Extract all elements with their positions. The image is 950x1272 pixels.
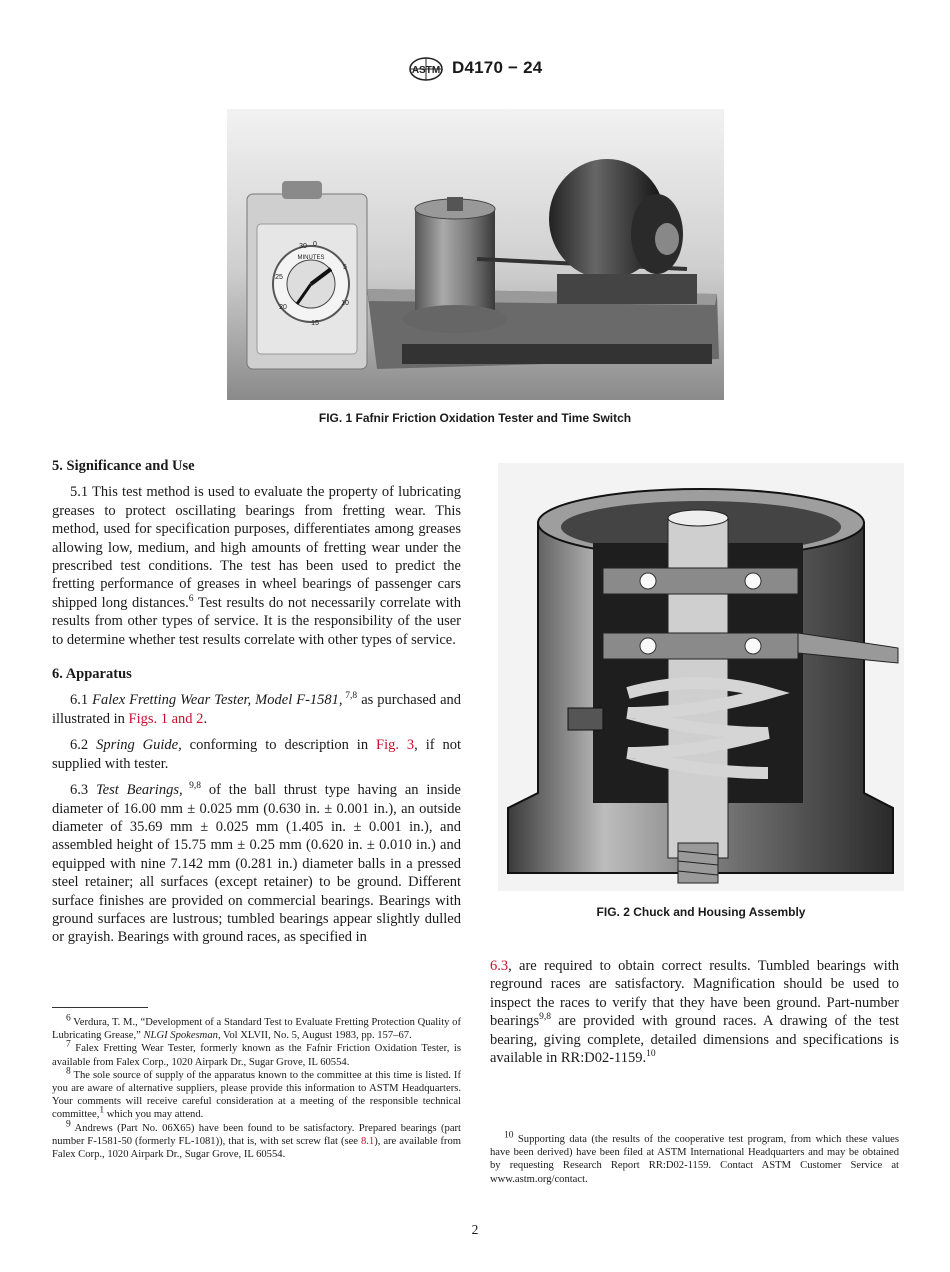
right-column-continuation <box>490 957 899 1067</box>
paragraph-6-3: 6.3 Test Bearings, $^{9,8}$ of the ball thrust type having an inside diameter of 16.00 mm ± 0.025 mm (0.630 in. ± 0.001 in.), an outside diameter of 35.69 mm ± 0.025 mm (1.405 in. ± 0.001 in.), and assembled height of 15.75 mm ± 0.25 mm (0.620 in. ± 0.010 in.) and equipped with nine 7.142 mm (0.281 in.) diameter balls in a pressed steel retainer; all surfaces (except retainer) to be ground. Different surface finishes are provided on commercial bearings. Bearings with ground surfaces are lustrous; tumbled bearings appear slightly dulled or grayish. Bearings with ground races, as specified in <box>52 781 461 946</box>
paragraph-6-1: 6.1 Falex Fretting Wear Tester, Model F-1581, $^{7,8}$ as purchased and illustrated in Figs. 1 and 2. <box>52 691 462 727</box>
svg-text:ASTM: ASTM <box>411 65 441 76</box>
svg-text:20: 20 <box>279 304 287 311</box>
svg-text:10: 10 <box>341 300 349 307</box>
document-designation: D4170 − 24 <box>452 58 543 77</box>
figure-2-caption: FIG. 2 Chuck and Housing Assembly <box>596 905 806 919</box>
figs-1-2-link[interactable]: Figs. 1 and 2 <box>128 710 204 727</box>
svg-text:30: 30 <box>299 243 307 250</box>
footnote-6: $^6$ Verdura, T. M., “Development of a Standard Test to Evaluate Fretting Protection Quality of Lubricating Grease,” NLGI Spokesman, Vol XLVII, No. 5, August 1983, pp. 157–67. <box>52 1013 461 1042</box>
left-column <box>52 457 461 947</box>
figure-2-photo <box>498 463 904 891</box>
paragraph-5-1: 5.1 This test method is used to evaluate the property of lubricating greases to protect oscillating bearings from fretting wear. This method, used for specification purposes, differentiates among greases allowing low, medium, and high amounts of fretting wear under the prescribed test conditions. The test has been used to predict the fretting performance of greases in wheel bearings of passenger cars shipped long distances.$^6$ Test results do not necessarily correlate with results from other types of service. It is the responsibility of the user to determine whether test results correlate with other types of service. <box>52 484 461 648</box>
section-6-heading: 6. Apparatus <box>52 666 132 683</box>
svg-text:0: 0 <box>313 241 317 248</box>
footnote-10: $^{10}$ Supporting data (the results of the cooperative test program, from which these values have been derived) have been filed at ASTM International Headquarters and may be obtained by requesting Research Report RR:D02-1159. Contact ASTM Customer Service at www.astm.org/contact. <box>490 1130 899 1185</box>
section-5-heading: 5. Significance and Use <box>52 458 195 474</box>
fig-3-link[interactable]: Fig. 3 <box>376 737 415 754</box>
paragraph-6-2: 6.2 Spring Guide, conforming to description in Fig. 3, if not supplied with tester. <box>52 737 462 772</box>
astm-logo-icon <box>408 56 444 82</box>
figure-1-caption: FIG. 1 Fafnir Friction Oxidation Tester and Time Switch <box>318 411 632 425</box>
section-8-1-link[interactable]: 8.1 <box>360 1135 375 1147</box>
figure-1-photo <box>227 109 724 400</box>
page-header <box>0 56 950 84</box>
footnote-8: $^8$ The sole source of supply of the apparatus known to the committee at this time is listed. If you are aware of alternative suppliers, please provide this information to ASTM Headquarters. Your comments will receive careful consideration at a meeting of the responsible technical committee,$^1$ which you may attend. <box>52 1066 461 1121</box>
paragraph-6-3-continued: 6.3, are required to obtain correct results. Tumbled bearings with reground races are satisfactory. Magnification should be used to inspect the races to verify that they have been ground. Part-number bearings$^{9,8}$ are provided with ground races. A drawing of the test bearing, giving complete, detailed dimensions and specifications is available in RR:D02-1159.10 <box>490 958 899 1067</box>
section-6-3-link[interactable]: 6.3 <box>490 958 509 974</box>
footnotes-right <box>490 1130 899 1186</box>
svg-text:MINUTES: MINUTES <box>297 255 325 261</box>
svg-text:25: 25 <box>275 274 283 281</box>
svg-text:15: 15 <box>311 320 319 327</box>
footnote-7: $^7$ Falex Fretting Wear Tester, formerly known as the Fafnir Friction Oxidation Tester, is available from Falex Corp., 1020 Airpark Dr., Sugar Grove, IL 60554. <box>52 1039 461 1068</box>
footnotes-left <box>52 1013 461 1161</box>
svg-text:5: 5 <box>343 264 347 271</box>
page-number: 2 <box>471 1222 479 1237</box>
footnote-9: $^9$ Andrews (Part No. 06X65) have been found to be satisfactory. Prepared bearings (part number F-1581-50 (formerly FL-1081)), that is, with set screw flat (see 8.1), are available from Falex Corp., 1020 Airpark Dr., Sugar Grove, IL 60554. <box>52 1119 461 1161</box>
footnote-rule-left <box>52 1007 148 1008</box>
